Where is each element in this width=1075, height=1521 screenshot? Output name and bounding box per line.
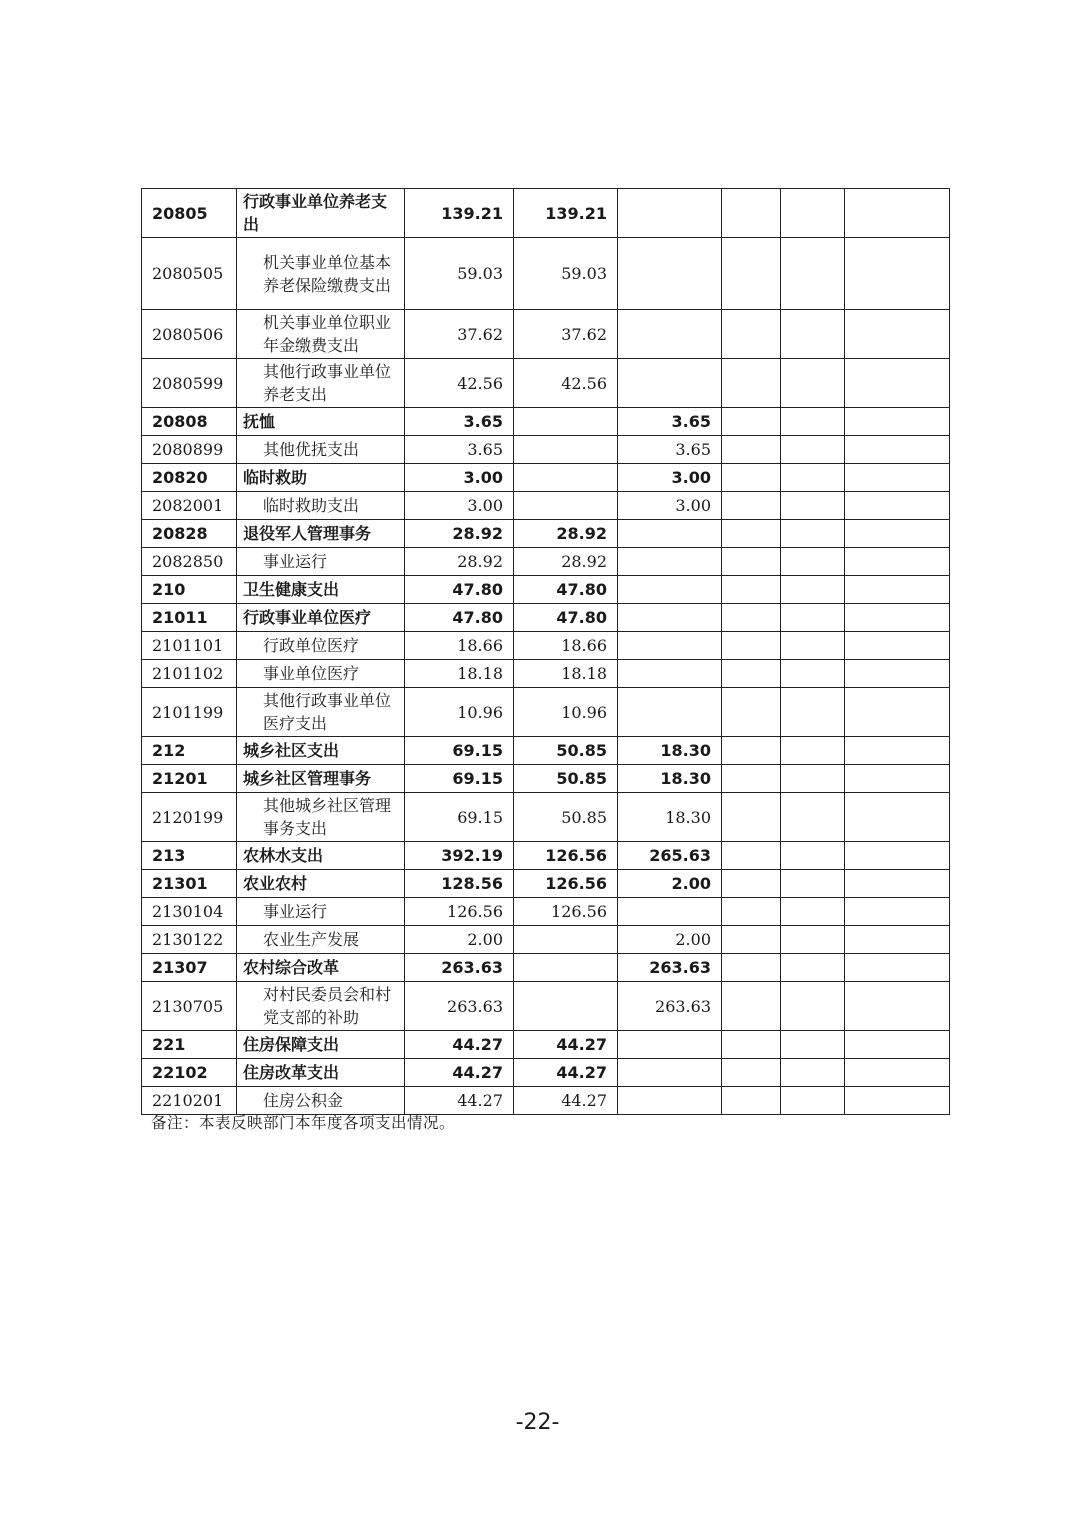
row-name: 行政事业单位养老支出 <box>237 189 405 238</box>
row-empty-2 <box>781 632 845 660</box>
row-code: 2210201 <box>142 1087 237 1115</box>
row-name: 其他行政事业单位医疗支出 <box>237 688 405 737</box>
row-total: 3.00 <box>405 492 514 520</box>
row-project <box>618 660 722 688</box>
row-name: 卫生健康支出 <box>237 576 405 604</box>
row-code: 2120199 <box>142 793 237 842</box>
row-code: 21301 <box>142 870 237 898</box>
table-row <box>142 492 950 520</box>
table-row <box>142 520 950 548</box>
row-empty-1 <box>722 870 781 898</box>
table-body <box>142 189 950 1115</box>
row-name: 机关事业单位职业年金缴费支出 <box>237 310 405 359</box>
row-project: 263.63 <box>618 982 722 1031</box>
row-name: 临时救助 <box>237 464 405 492</box>
row-code: 2080599 <box>142 359 237 408</box>
row-basic: 28.92 <box>514 548 618 576</box>
row-name: 农业农村 <box>237 870 405 898</box>
row-total: 10.96 <box>405 688 514 737</box>
row-empty-2 <box>781 604 845 632</box>
row-project: 3.65 <box>618 436 722 464</box>
row-total: 3.00 <box>405 464 514 492</box>
row-empty-3 <box>845 359 950 408</box>
row-empty-1 <box>722 660 781 688</box>
row-empty-2 <box>781 737 845 765</box>
table-row <box>142 408 950 436</box>
row-empty-1 <box>722 359 781 408</box>
row-empty-3 <box>845 520 950 548</box>
row-basic <box>514 492 618 520</box>
page-number: -22- <box>515 1410 560 1435</box>
table-row <box>142 954 950 982</box>
row-empty-2 <box>781 842 845 870</box>
row-total: 69.15 <box>405 737 514 765</box>
row-basic: 126.56 <box>514 842 618 870</box>
row-project: 3.65 <box>618 408 722 436</box>
row-total: 128.56 <box>405 870 514 898</box>
row-empty-3 <box>845 189 950 238</box>
row-name: 临时救助支出 <box>237 492 405 520</box>
row-empty-1 <box>722 926 781 954</box>
row-empty-1 <box>722 1059 781 1087</box>
row-name: 其他城乡社区管理事务支出 <box>237 793 405 842</box>
row-total: 69.15 <box>405 793 514 842</box>
row-empty-3 <box>845 408 950 436</box>
row-project: 265.63 <box>618 842 722 870</box>
row-name: 抚恤 <box>237 408 405 436</box>
row-empty-3 <box>845 238 950 310</box>
table-row <box>142 464 950 492</box>
row-project <box>618 548 722 576</box>
row-name: 住房改革支出 <box>237 1059 405 1087</box>
row-basic: 28.92 <box>514 520 618 548</box>
row-basic: 47.80 <box>514 576 618 604</box>
row-empty-2 <box>781 1031 845 1059</box>
row-basic: 42.56 <box>514 359 618 408</box>
row-code: 2101199 <box>142 688 237 737</box>
row-project <box>618 310 722 359</box>
row-code: 21201 <box>142 765 237 793</box>
row-code: 21011 <box>142 604 237 632</box>
row-name: 城乡社区管理事务 <box>237 765 405 793</box>
row-code: 20808 <box>142 408 237 436</box>
row-empty-1 <box>722 189 781 238</box>
row-empty-2 <box>781 576 845 604</box>
row-empty-3 <box>845 576 950 604</box>
row-total: 28.92 <box>405 548 514 576</box>
row-project <box>618 898 722 926</box>
row-empty-3 <box>845 765 950 793</box>
row-total: 263.63 <box>405 982 514 1031</box>
row-empty-1 <box>722 1087 781 1115</box>
table-row <box>142 359 950 408</box>
row-basic: 10.96 <box>514 688 618 737</box>
row-basic: 126.56 <box>514 870 618 898</box>
row-empty-3 <box>845 870 950 898</box>
row-empty-2 <box>781 359 845 408</box>
row-project: 263.63 <box>618 954 722 982</box>
row-empty-1 <box>722 765 781 793</box>
row-basic <box>514 436 618 464</box>
row-total: 2.00 <box>405 926 514 954</box>
table-row <box>142 436 950 464</box>
row-name: 行政事业单位医疗 <box>237 604 405 632</box>
row-code: 2080899 <box>142 436 237 464</box>
row-code: 210 <box>142 576 237 604</box>
row-name: 农林水支出 <box>237 842 405 870</box>
row-basic: 18.66 <box>514 632 618 660</box>
row-empty-3 <box>845 737 950 765</box>
row-code: 2080505 <box>142 238 237 310</box>
row-total: 28.92 <box>405 520 514 548</box>
table-row <box>142 870 950 898</box>
row-empty-2 <box>781 898 845 926</box>
row-empty-1 <box>722 842 781 870</box>
row-code: 20828 <box>142 520 237 548</box>
row-total: 42.56 <box>405 359 514 408</box>
row-empty-3 <box>845 632 950 660</box>
row-total: 47.80 <box>405 576 514 604</box>
row-total: 47.80 <box>405 604 514 632</box>
row-name: 其他行政事业单位养老支出 <box>237 359 405 408</box>
table-row <box>142 842 950 870</box>
table-note: 备注：本表反映部门本年度各项支出情况。 <box>151 1114 456 1132</box>
row-empty-2 <box>781 982 845 1031</box>
expenditure-table <box>141 188 950 1115</box>
row-basic <box>514 464 618 492</box>
row-project: 2.00 <box>618 926 722 954</box>
table-row <box>142 793 950 842</box>
row-project <box>618 359 722 408</box>
row-project <box>618 604 722 632</box>
row-empty-2 <box>781 765 845 793</box>
row-total: 18.18 <box>405 660 514 688</box>
row-empty-1 <box>722 688 781 737</box>
row-name: 城乡社区支出 <box>237 737 405 765</box>
row-project <box>618 520 722 548</box>
row-empty-3 <box>845 604 950 632</box>
row-empty-2 <box>781 408 845 436</box>
row-basic: 50.85 <box>514 737 618 765</box>
row-basic: 126.56 <box>514 898 618 926</box>
row-code: 21307 <box>142 954 237 982</box>
row-empty-2 <box>781 926 845 954</box>
row-total: 3.65 <box>405 408 514 436</box>
row-empty-2 <box>781 436 845 464</box>
row-name: 住房公积金 <box>237 1087 405 1115</box>
row-name: 退役军人管理事务 <box>237 520 405 548</box>
row-project <box>618 1059 722 1087</box>
row-empty-2 <box>781 793 845 842</box>
row-basic: 44.27 <box>514 1059 618 1087</box>
row-empty-3 <box>845 842 950 870</box>
row-project <box>618 576 722 604</box>
row-empty-1 <box>722 737 781 765</box>
row-code: 212 <box>142 737 237 765</box>
row-code: 2130122 <box>142 926 237 954</box>
row-empty-2 <box>781 492 845 520</box>
row-empty-3 <box>845 926 950 954</box>
row-total: 18.66 <box>405 632 514 660</box>
row-empty-2 <box>781 1087 845 1115</box>
row-empty-1 <box>722 310 781 359</box>
row-name: 其他优抚支出 <box>237 436 405 464</box>
row-empty-1 <box>722 548 781 576</box>
row-total: 3.65 <box>405 436 514 464</box>
row-project: 2.00 <box>618 870 722 898</box>
row-basic: 44.27 <box>514 1087 618 1115</box>
row-total: 44.27 <box>405 1059 514 1087</box>
row-name: 农村综合改革 <box>237 954 405 982</box>
row-empty-3 <box>845 1087 950 1115</box>
row-empty-1 <box>722 492 781 520</box>
row-name: 行政单位医疗 <box>237 632 405 660</box>
row-empty-3 <box>845 660 950 688</box>
row-code: 22102 <box>142 1059 237 1087</box>
row-code: 20805 <box>142 189 237 238</box>
row-empty-1 <box>722 604 781 632</box>
row-project <box>618 238 722 310</box>
row-code: 2082850 <box>142 548 237 576</box>
row-empty-3 <box>845 548 950 576</box>
row-basic <box>514 408 618 436</box>
table-row <box>142 548 950 576</box>
row-basic: 50.85 <box>514 793 618 842</box>
table-row <box>142 1059 950 1087</box>
row-empty-2 <box>781 310 845 359</box>
row-basic: 37.62 <box>514 310 618 359</box>
row-empty-1 <box>722 238 781 310</box>
row-empty-1 <box>722 954 781 982</box>
row-empty-1 <box>722 982 781 1031</box>
table-row <box>142 1031 950 1059</box>
row-project: 18.30 <box>618 765 722 793</box>
row-project: 3.00 <box>618 464 722 492</box>
row-total: 263.63 <box>405 954 514 982</box>
row-code: 2130705 <box>142 982 237 1031</box>
row-code: 2080506 <box>142 310 237 359</box>
row-total: 44.27 <box>405 1031 514 1059</box>
row-empty-2 <box>781 688 845 737</box>
table-row <box>142 688 950 737</box>
row-empty-3 <box>845 898 950 926</box>
row-name: 机关事业单位基本养老保险缴费支出 <box>237 238 405 310</box>
table-row <box>142 238 950 310</box>
row-empty-1 <box>722 464 781 492</box>
row-code: 2082001 <box>142 492 237 520</box>
row-name: 事业运行 <box>237 898 405 926</box>
row-empty-3 <box>845 436 950 464</box>
row-name: 事业单位医疗 <box>237 660 405 688</box>
row-code: 221 <box>142 1031 237 1059</box>
row-total: 126.56 <box>405 898 514 926</box>
row-empty-3 <box>845 1059 950 1087</box>
row-empty-2 <box>781 189 845 238</box>
row-basic <box>514 982 618 1031</box>
table-row <box>142 898 950 926</box>
row-empty-1 <box>722 520 781 548</box>
row-empty-2 <box>781 954 845 982</box>
row-empty-3 <box>845 982 950 1031</box>
row-basic: 139.21 <box>514 189 618 238</box>
row-project <box>618 632 722 660</box>
table-row <box>142 604 950 632</box>
row-empty-3 <box>845 492 950 520</box>
row-project: 18.30 <box>618 793 722 842</box>
row-total: 69.15 <box>405 765 514 793</box>
row-project <box>618 688 722 737</box>
row-empty-3 <box>845 793 950 842</box>
row-empty-1 <box>722 898 781 926</box>
row-name: 农业生产发展 <box>237 926 405 954</box>
row-code: 20820 <box>142 464 237 492</box>
row-empty-3 <box>845 1031 950 1059</box>
row-empty-3 <box>845 954 950 982</box>
row-code: 2101101 <box>142 632 237 660</box>
row-empty-1 <box>722 793 781 842</box>
row-total: 59.03 <box>405 238 514 310</box>
row-empty-2 <box>781 660 845 688</box>
row-basic: 59.03 <box>514 238 618 310</box>
table-row <box>142 189 950 238</box>
table-row <box>142 632 950 660</box>
row-empty-2 <box>781 548 845 576</box>
row-basic: 50.85 <box>514 765 618 793</box>
row-empty-2 <box>781 520 845 548</box>
row-project <box>618 1031 722 1059</box>
row-code: 2101102 <box>142 660 237 688</box>
row-project <box>618 189 722 238</box>
row-empty-1 <box>722 576 781 604</box>
row-empty-3 <box>845 464 950 492</box>
row-basic: 18.18 <box>514 660 618 688</box>
row-basic: 47.80 <box>514 604 618 632</box>
row-project: 18.30 <box>618 737 722 765</box>
table-row <box>142 576 950 604</box>
row-name: 事业运行 <box>237 548 405 576</box>
row-empty-2 <box>781 464 845 492</box>
row-total: 37.62 <box>405 310 514 359</box>
table-row <box>142 660 950 688</box>
table-row <box>142 982 950 1031</box>
row-empty-3 <box>845 310 950 359</box>
row-empty-1 <box>722 408 781 436</box>
row-empty-2 <box>781 1059 845 1087</box>
row-name: 对村民委员会和村党支部的补助 <box>237 982 405 1031</box>
row-empty-1 <box>722 632 781 660</box>
row-code: 213 <box>142 842 237 870</box>
row-name: 住房保障支出 <box>237 1031 405 1059</box>
row-empty-3 <box>845 688 950 737</box>
row-project: 3.00 <box>618 492 722 520</box>
row-code: 2130104 <box>142 898 237 926</box>
table-row <box>142 737 950 765</box>
table-row <box>142 310 950 359</box>
row-basic: 44.27 <box>514 1031 618 1059</box>
row-total: 139.21 <box>405 189 514 238</box>
row-total: 44.27 <box>405 1087 514 1115</box>
table-row <box>142 765 950 793</box>
row-empty-1 <box>722 436 781 464</box>
row-project <box>618 1087 722 1115</box>
row-total: 392.19 <box>405 842 514 870</box>
row-empty-2 <box>781 870 845 898</box>
row-empty-2 <box>781 238 845 310</box>
row-empty-1 <box>722 1031 781 1059</box>
row-basic <box>514 926 618 954</box>
row-basic <box>514 954 618 982</box>
table-row <box>142 926 950 954</box>
